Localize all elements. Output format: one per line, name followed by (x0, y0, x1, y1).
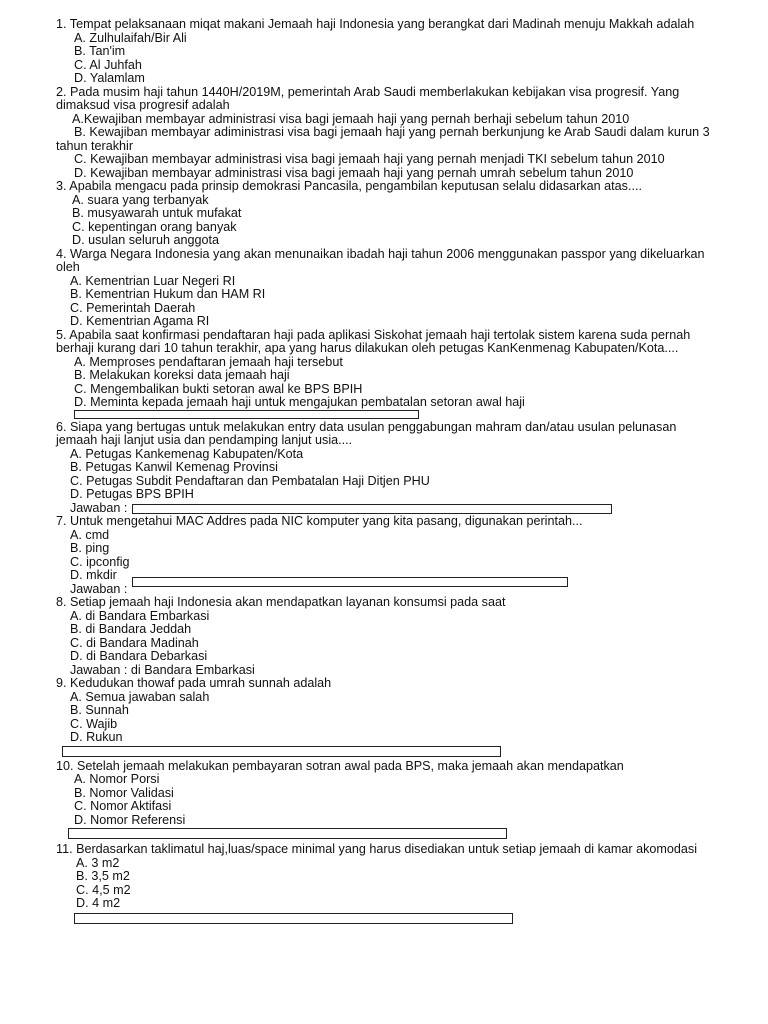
question-text: 8. Setiap jemaah haji Indonesia akan mendapatkan layanan konsumsi pada saat (56, 595, 506, 609)
option-b: B. Kewajiban membayar adiministrasi visa bagi jemaah haji yang pernah berkunjung ke Arab Saudi dalam kurun 3 tahun terakhir (56, 125, 710, 153)
option-b: B. Petugas Kanwil Kemenag Provinsi (70, 460, 278, 474)
option-a: A. Semua jawaban salah (70, 689, 210, 704)
options (56, 857, 716, 911)
option-c: C. di Bandara Madinah (70, 635, 199, 650)
option-c: C. Kewajiban membayar administrasi visa bagi jemaah haji yang pernah menjadi TKI sebelum tahun 2010 (74, 152, 665, 166)
option-c: C. Petugas Subdit Pendaftaran dan Pembatalan Haji Ditjen PHU (70, 473, 430, 488)
option-c: C. Al Juhfah (74, 57, 142, 72)
options (56, 448, 716, 516)
option-d: D. Yalamlam (74, 71, 145, 85)
option-a: A. cmd (70, 527, 110, 542)
answer-text: Jawaban : di Bandara Embarkasi (70, 662, 255, 677)
options (56, 32, 716, 86)
option-d: D. di Bandara Debarkasi (70, 649, 208, 663)
question-6 (56, 421, 716, 516)
option-a: A. Petugas Kankemenag Kabupaten/Kota (70, 446, 304, 461)
option-d: D. mkdir (70, 568, 117, 582)
option-b: B. 3,5 m2 (76, 869, 130, 883)
option-a: A. Zulhulaifah/Bir Ali (74, 30, 187, 45)
answer-row (56, 911, 716, 925)
question-3 (56, 180, 716, 248)
options (56, 691, 716, 745)
option-a: A. Kementrian Luar Negeri RI (70, 273, 236, 288)
question-8 (56, 596, 716, 677)
question-text: 7. Untuk mengetahui MAC Addres pada NIC komputer yang kita pasang, digunakan perintah... (56, 514, 583, 528)
answer-row (70, 502, 716, 516)
option-b: B. di Bandara Jeddah (70, 622, 192, 636)
question-text: 1. Tempat pelaksanaan miqat makani Jemaah haji Indonesia yang berangkat dari Madinah menuju Makkah adalah (56, 17, 695, 31)
option-a: A. Memproses pendaftaran jemaah haji tersebut (74, 354, 343, 369)
option-a: A. 3 m2 (76, 855, 120, 870)
question-5 (56, 329, 716, 421)
option-d: D. Rukun (70, 730, 123, 744)
option-a: A. Nomor Porsi (74, 772, 160, 786)
option-d: D. Petugas BPS BPIH (70, 487, 194, 501)
option-b: B. Nomor Validasi (74, 785, 174, 800)
answer-field[interactable] (132, 504, 612, 514)
options (56, 356, 716, 410)
option-b: B. Tan'im (74, 44, 126, 58)
question-text: 6. Siapa yang bertugas untuk melakukan entry data usulan penggabungan mahram dan/atau usulan pelunasan jemaah haji lanjut usia dan pendamping lanjut usia.... (56, 419, 677, 447)
answer-label: Jawaban : (70, 581, 128, 596)
option-d: D. usulan seluruh anggota (72, 233, 220, 247)
answer-field[interactable] (74, 913, 513, 924)
question-11 (56, 843, 716, 925)
question-1 (56, 18, 716, 86)
option-d: D. Meminta kepada jemaah haji untuk mengajukan pembatalan setoran awal haji (74, 395, 525, 409)
options (56, 529, 716, 597)
option-b: B. musyawarah untuk mufakat (72, 206, 242, 220)
answer-field[interactable] (74, 410, 419, 419)
question-text: 5. Apabila saat konfirmasi pendaftaran haji pada aplikasi Siskohat jemaah haji tertolak sistem karena suda pernah berhaji kurang dari 10 tahun terakhir, apa yang harus dilakukan oleh petugas KanKenmenag Kabupaten/Kota.... (56, 327, 691, 355)
options (56, 773, 716, 827)
options (56, 610, 716, 678)
question-9 (56, 677, 716, 760)
question-text: 11. Berdasarkan taklimatul haj,luas/space minimal yang harus disediakan untuk setiap jemaah di kamar akomodasi (56, 842, 697, 856)
option-c: C. Wajib (70, 716, 118, 731)
option-d: D. Nomor Referensi (74, 812, 186, 827)
answer-row (56, 827, 716, 843)
option-b: B. Kementrian Hukum dan HAM RI (70, 287, 266, 301)
option-a: A. di Bandara Embarkasi (70, 608, 210, 623)
option-d: D. 4 m2 (76, 896, 121, 910)
answer-field[interactable] (68, 828, 507, 839)
option-b: B. Melakukan koreksi data jemaah haji (74, 368, 290, 382)
option-c: C. ipconfig (70, 554, 130, 569)
answer-row (56, 745, 716, 760)
option-c: C. kepentingan orang banyak (72, 219, 237, 234)
option-b: B. Sunnah (70, 703, 129, 717)
question-10 (56, 760, 716, 844)
document-body (56, 18, 716, 925)
option-c: C. Mengembalikan bukti setoran awal ke BPS BPIH (74, 381, 363, 396)
option-d: D. Kewajiban membayar administrasi visa bagi jemaah haji yang pernah umrah sebelum tahun 2010 (74, 165, 634, 180)
answer-row (70, 583, 716, 597)
option-a: A.Kewajiban membayar administrasi visa bagi jemaah haji yang pernah berhaji sebelum tahun 2010 (72, 111, 630, 126)
question-text: 4. Warga Negara Indonesia yang akan menunaikan ibadah haji tahun 2006 menggunakan passpor yang dikeluarkan oleh (56, 246, 705, 274)
answer-field[interactable] (132, 577, 568, 587)
question-text: 2. Pada musim haji tahun 1440H/2019M, pemerintah Arab Saudi memberlakukan kebijakan visa progresif. Yang dimaksud visa progresif adalah (56, 84, 680, 112)
question-text: 10. Setelah jemaah melakukan pembayaran sotran awal pada BPS, maka jemaah akan mendapatkan (56, 758, 624, 773)
answer-row (56, 410, 716, 421)
option-d: D. Kementrian Agama RI (70, 314, 210, 328)
answer-field[interactable] (62, 746, 501, 757)
option-c: C. Nomor Aktifasi (74, 799, 172, 813)
question-7 (56, 515, 716, 596)
options (56, 275, 716, 329)
question-4 (56, 248, 716, 329)
option-a: A. suara yang terbanyak (72, 192, 209, 207)
option-b: B. ping (70, 541, 110, 555)
option-c: C. 4,5 m2 (76, 882, 131, 897)
option-c: C. Pemerintah Daerah (70, 300, 196, 315)
options (56, 194, 716, 248)
options (56, 113, 716, 181)
question-text: 3. Apabila mengacu pada prinsip demokrasi Pancasila, pengambilan keputusan selalu didasarkan atas.... (56, 179, 642, 193)
answer-label: Jawaban : (70, 500, 128, 515)
question-2 (56, 86, 716, 181)
question-text: 9. Kedudukan thowaf pada umrah sunnah adalah (56, 676, 332, 690)
